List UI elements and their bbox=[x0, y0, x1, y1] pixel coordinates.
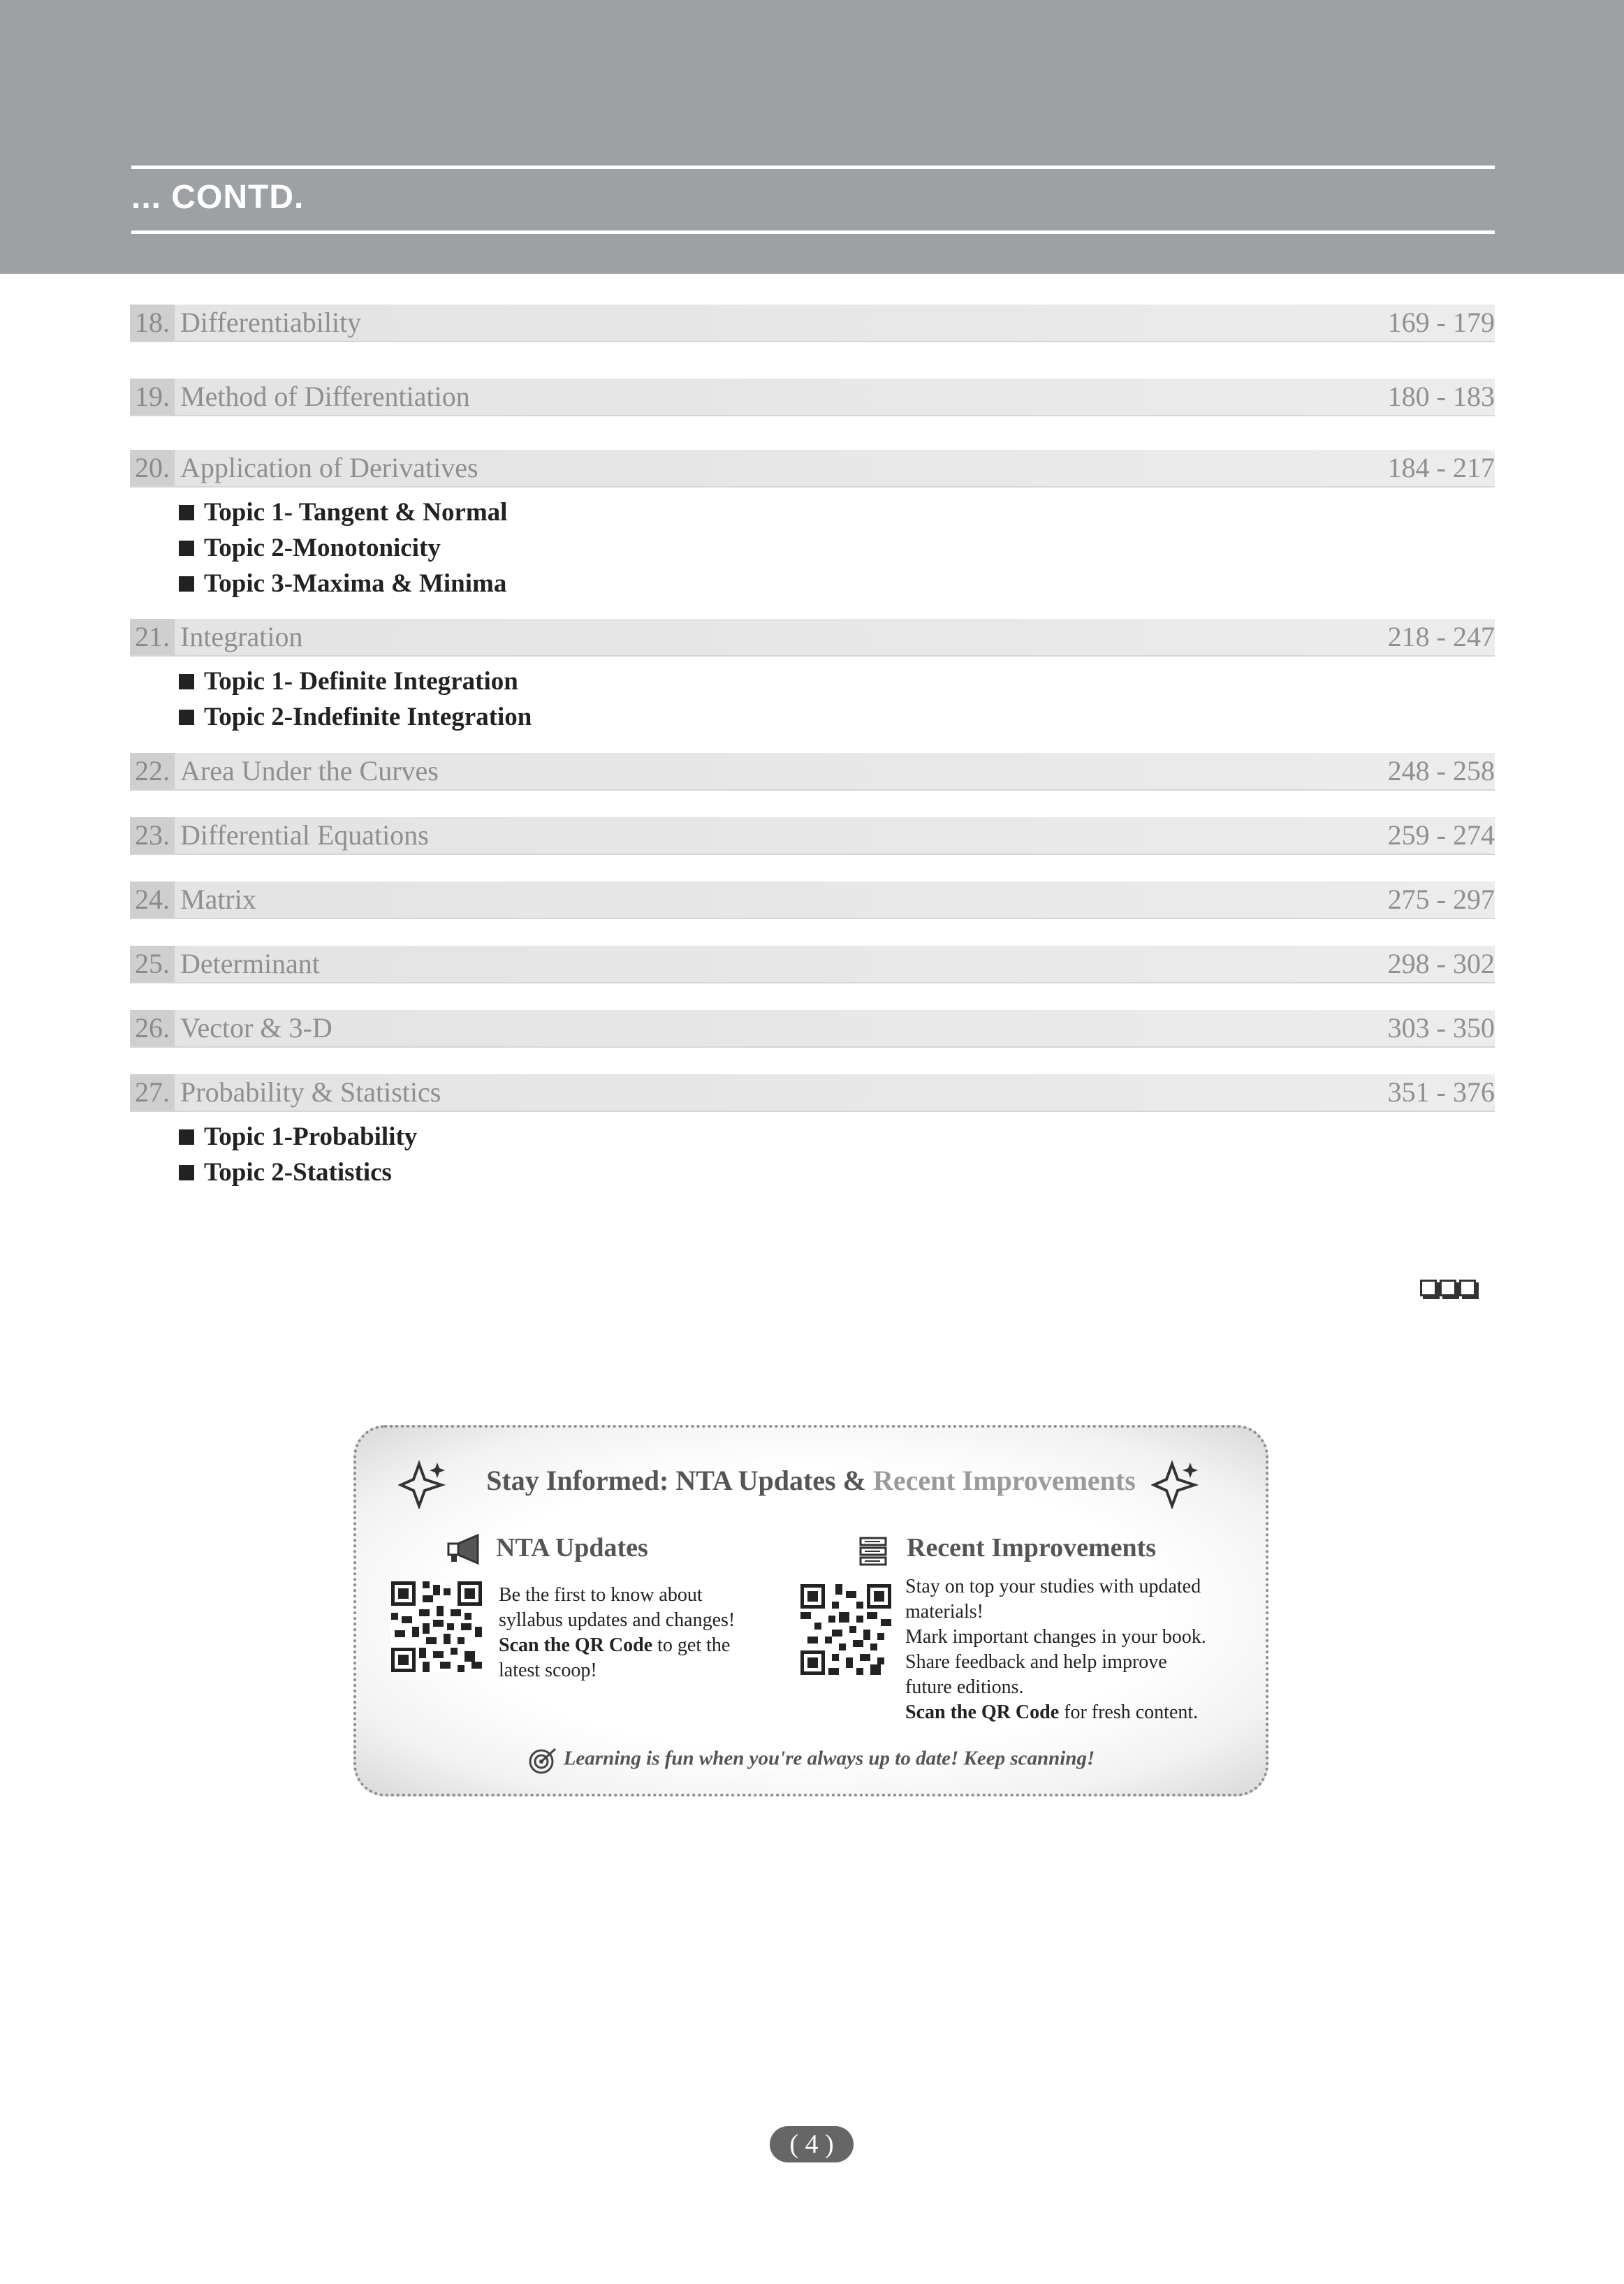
chapter-bar bbox=[130, 619, 1495, 657]
chapter-entry bbox=[130, 817, 1495, 855]
recent-line: Stay on top your studies with updated bbox=[905, 1576, 1201, 1597]
megaphone-icon bbox=[447, 1534, 486, 1565]
chapter-title: Area Under the Curves bbox=[180, 755, 439, 786]
header-rule-top bbox=[131, 166, 1495, 169]
info-headline bbox=[356, 1464, 1266, 1497]
nta-qr-code[interactable] bbox=[391, 1581, 482, 1672]
header-rule-bottom bbox=[131, 230, 1495, 234]
chapter-entry bbox=[130, 619, 1495, 735]
chapter-page-range: 169 - 179 bbox=[1387, 307, 1495, 338]
chapter-bar bbox=[130, 379, 1495, 416]
chapter-page-range: 180 - 183 bbox=[1387, 381, 1495, 412]
topic-label: Topic 1- Definite Integration bbox=[204, 667, 518, 696]
recent-line: materials! bbox=[905, 1601, 983, 1623]
topic-item bbox=[179, 1119, 1495, 1155]
chapter-title: Application of Derivatives bbox=[180, 452, 478, 483]
nta-updates-title: NTA Updates bbox=[496, 1533, 648, 1562]
chapter-entry bbox=[130, 1010, 1495, 1048]
end-of-section-mark bbox=[1420, 1280, 1476, 1301]
nta-line: latest scoop! bbox=[499, 1660, 597, 1681]
chapter-title: Method of Differentiation bbox=[180, 381, 470, 412]
recent-line: Mark important changes in your book. bbox=[905, 1626, 1206, 1648]
topic-item bbox=[179, 530, 1495, 566]
topic-item bbox=[179, 664, 1495, 699]
recent-line: future editions. bbox=[905, 1676, 1024, 1698]
recent-scan-rest: for fresh content. bbox=[1059, 1701, 1199, 1723]
info-footer-note bbox=[356, 1746, 1266, 1774]
nta-scan-text: Scan the QR Code bbox=[499, 1634, 653, 1656]
headline-main: Stay Informed: NTA Updates & bbox=[486, 1465, 873, 1496]
topic-label: Topic 2-Indefinite Integration bbox=[204, 703, 532, 731]
recent-qr-code[interactable] bbox=[800, 1584, 891, 1675]
target-icon bbox=[527, 1746, 558, 1774]
chapter-number: 25. bbox=[130, 946, 175, 982]
topic-label: Topic 2-Statistics bbox=[204, 1158, 392, 1187]
topic-item bbox=[179, 1155, 1495, 1190]
chapter-number: 21. bbox=[130, 619, 175, 655]
chapter-number: 23. bbox=[130, 817, 175, 854]
chapter-title: Probability & Statistics bbox=[180, 1076, 441, 1108]
nta-scan-rest: to get the bbox=[652, 1634, 731, 1656]
recent-line bbox=[905, 1700, 1268, 1725]
page-header bbox=[0, 0, 1624, 274]
chapter-page-range: 259 - 274 bbox=[1387, 819, 1495, 851]
square-bullet-icon bbox=[179, 674, 194, 689]
chapter-bar bbox=[130, 946, 1495, 983]
topic-item bbox=[179, 699, 1495, 735]
chapter-page-range: 298 - 302 bbox=[1387, 948, 1495, 979]
chapter-entry bbox=[130, 305, 1495, 342]
nta-line: syllabus updates and changes! bbox=[499, 1609, 736, 1631]
chapter-bar bbox=[130, 881, 1495, 919]
topic-label: Topic 1-Probability bbox=[204, 1122, 418, 1151]
chapter-page-range: 275 - 297 bbox=[1387, 884, 1495, 915]
chapter-bar bbox=[130, 817, 1495, 855]
topic-label: Topic 3-Maxima & Minima bbox=[204, 569, 507, 598]
chapter-entry bbox=[130, 881, 1495, 919]
chapter-number: 22. bbox=[130, 753, 175, 789]
chapter-page-range: 218 - 247 bbox=[1387, 621, 1495, 652]
chapter-page-range: 184 - 217 bbox=[1387, 452, 1495, 483]
square-bullet-icon bbox=[179, 541, 194, 556]
chapter-number: 18. bbox=[130, 305, 175, 341]
recent-improvements-title: Recent Improvements bbox=[907, 1533, 1157, 1562]
topic-label: Topic 1- Tangent & Normal bbox=[204, 498, 508, 527]
chapter-entry bbox=[130, 753, 1495, 791]
topic-label: Topic 2-Monotonicity bbox=[204, 534, 441, 562]
chapter-number: 20. bbox=[130, 450, 175, 486]
recent-line: Share feedback and help improve bbox=[905, 1651, 1167, 1673]
square-bullet-icon bbox=[179, 1129, 194, 1145]
chapter-bar bbox=[130, 1010, 1495, 1048]
page-number: ( 4 ) bbox=[770, 2126, 854, 2162]
chapter-page-range: 248 - 258 bbox=[1387, 755, 1495, 786]
end-box-2 bbox=[1440, 1280, 1456, 1296]
square-bullet-icon bbox=[179, 710, 194, 725]
square-bullet-icon bbox=[179, 505, 194, 520]
chapter-number: 24. bbox=[130, 881, 175, 918]
header-title: ... CONTD. bbox=[131, 179, 305, 216]
headline-accent: Recent Improvements bbox=[872, 1465, 1136, 1496]
updates-info-box bbox=[353, 1425, 1268, 1796]
nta-description bbox=[499, 1583, 792, 1683]
chapter-bar bbox=[130, 305, 1495, 342]
chapter-entry bbox=[130, 946, 1495, 983]
chapter-title: Differential Equations bbox=[180, 819, 429, 851]
chapter-number: 26. bbox=[130, 1010, 175, 1046]
end-box-3 bbox=[1459, 1280, 1476, 1296]
end-box-1 bbox=[1420, 1280, 1437, 1296]
topic-item bbox=[179, 566, 1495, 601]
chapter-page-range: 303 - 350 bbox=[1387, 1012, 1495, 1044]
chapter-title: Matrix bbox=[180, 884, 256, 915]
chapter-title: Integration bbox=[180, 621, 303, 652]
square-bullet-icon bbox=[179, 576, 194, 592]
chapter-entry bbox=[130, 450, 1495, 601]
chapter-bar bbox=[130, 450, 1495, 488]
topic-item bbox=[179, 495, 1495, 530]
chapter-entry bbox=[130, 379, 1495, 416]
footer-note-text: Learning is fun when you're always up to date! Keep scanning! bbox=[563, 1747, 1095, 1770]
nta-line bbox=[499, 1633, 792, 1658]
chapter-number: 27. bbox=[130, 1074, 175, 1111]
chapter-title: Differentiability bbox=[180, 307, 362, 338]
chapter-number: 19. bbox=[130, 379, 175, 415]
chapter-entry bbox=[130, 1074, 1495, 1190]
books-icon bbox=[859, 1537, 887, 1567]
sparkle-icon bbox=[1151, 1458, 1201, 1509]
chapter-page-range: 351 - 376 bbox=[1387, 1076, 1495, 1108]
recent-scan-text: Scan the QR Code bbox=[905, 1701, 1060, 1723]
topic-list bbox=[179, 1119, 1495, 1190]
topic-list bbox=[179, 495, 1495, 601]
chapter-title: Determinant bbox=[180, 948, 320, 979]
chapter-title: Vector & 3-D bbox=[180, 1012, 332, 1044]
recent-description bbox=[905, 1574, 1268, 1725]
nta-line: Be the first to know about bbox=[499, 1584, 703, 1606]
chapter-bar bbox=[130, 753, 1495, 791]
chapter-bar bbox=[130, 1074, 1495, 1112]
square-bullet-icon bbox=[179, 1165, 194, 1180]
topic-list bbox=[179, 664, 1495, 735]
